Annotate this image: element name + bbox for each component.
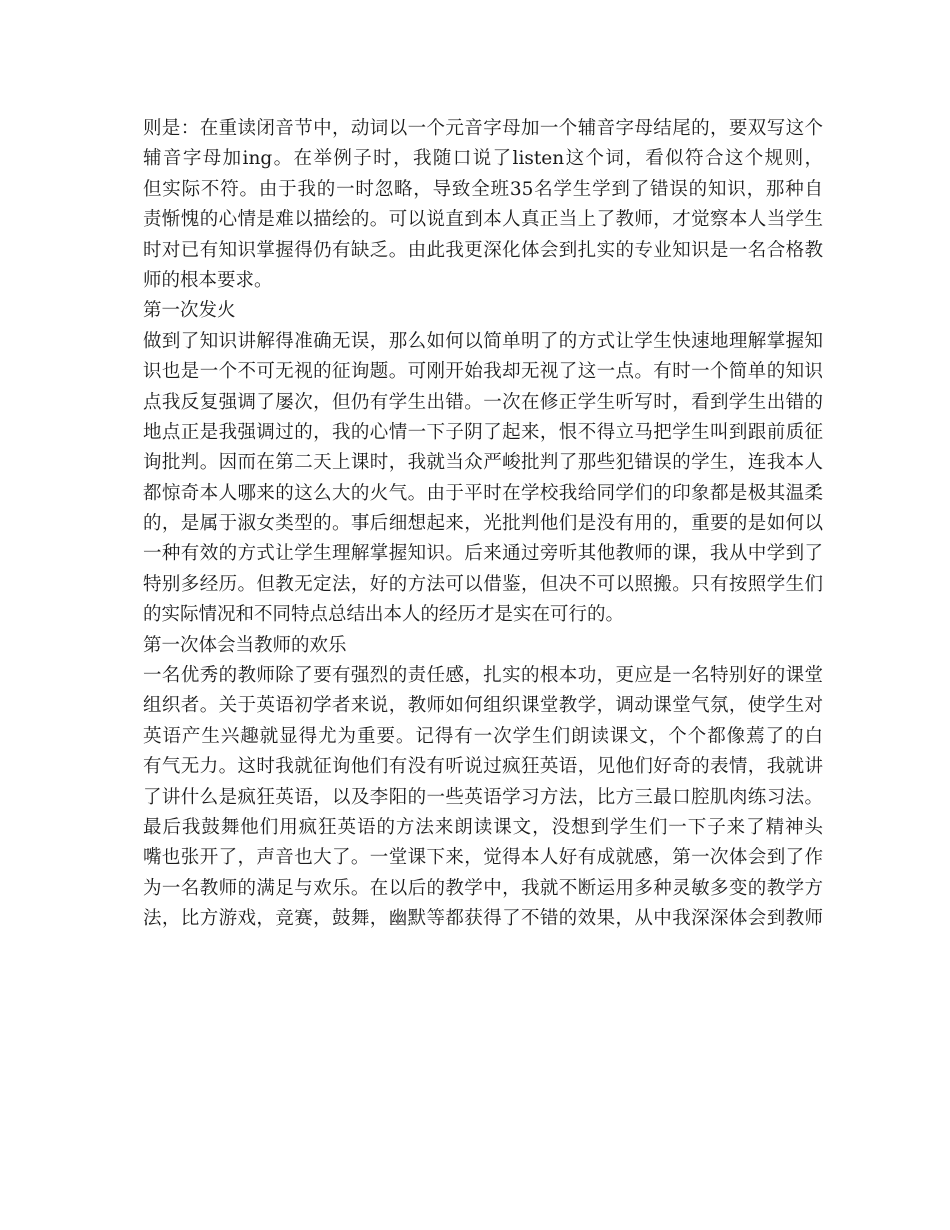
text-line: 第一次发火	[143, 300, 236, 322]
text-line: 法，比方游戏，竞赛，鼓舞，幽默等都获得了不错的效果，从中我深深体会到教师	[143, 908, 823, 930]
text-line: 一名优秀的教师除了要有强烈的责任感，扎实的根本功，更应是一名特别好的课堂	[143, 665, 823, 687]
text-line: 都惊奇本人哪来的这么大的火气。由于平时在学校我给同学们的印象都是极其温柔	[143, 482, 823, 504]
text-line: 第一次体会当教师的欢乐	[143, 634, 347, 656]
text-line: 为一名教师的满足与欢乐。在以后的教学中，我就不断运用多种灵敏多变的教学方	[143, 877, 823, 899]
text-line: 师的根本要求。	[143, 269, 273, 291]
text-line: 时对已有知识掌握得仍有缺乏。由此我更深化体会到扎实的专业知识是一名合格教	[143, 239, 823, 261]
text-line: 识也是一个不可无视的征询题。可刚开始我却无视了这一点。有时一个简单的知识	[143, 361, 823, 383]
text-line: 点我反复强调了屡次，但仍有学生出错。一次在修正学生听写时，看到学生出错的	[143, 391, 823, 413]
text-line: 的实际情况和不同特点总结出本人的经历才是实在可行的。	[143, 604, 625, 626]
text-line: 询批判。因而在第二天上课时，我就当众严峻批判了那些犯错误的学生，连我本人	[143, 452, 823, 474]
document-body	[143, 114, 823, 935]
text-line: 英语产生兴趣就显得尤为重要。记得有一次学生们朗读课文，个个都像蔫了的白	[143, 725, 823, 747]
text-line: 辅音字母加ing。在举例子时，我随口说了listen这个词，看似符合这个规则，	[143, 148, 823, 170]
text-line: 组织者。关于英语初学者来说，教师如何组织课堂教学，调动课堂气氛，使学生对	[143, 695, 823, 717]
text-line: 的，是属于淑女类型的。事后细想起来，光批判他们是没有用的，重要的是如何以	[143, 513, 823, 535]
text-line: 责惭愧的心情是难以描绘的。可以说直到本人真正当上了教师，才觉察本人当学生	[143, 209, 823, 231]
text-line: 一种有效的方式让学生理解掌握知识。后来通过旁听其他教师的课，我从中学到了	[143, 543, 823, 565]
text-line: 则是：在重读闭音节中，动词以一个元音字母加一个辅音字母结尾的，要双写这个	[143, 118, 823, 139]
text-line: 特别多经历。但教无定法，好的方法可以借鉴，但决不可以照搬。只有按照学生们	[143, 573, 823, 595]
text-line: 最后我鼓舞他们用疯狂英语的方法来朗读课文，没想到学生们一下子来了精神头	[143, 816, 823, 838]
text-line: 做到了知识讲解得准确无误，那么如何以简单明了的方式让学生快速地理解掌握知	[143, 330, 823, 352]
text-line: 地点正是我强调过的，我的心情一下子阴了起来，恨不得立马把学生叫到跟前质征	[143, 421, 823, 443]
text-line: 有气无力。这时我就征询他们有没有听说过疯狂英语，见他们好奇的表情，我就讲	[143, 756, 823, 778]
text-line: 嘴也张开了，声音也大了。一堂课下来，觉得本人好有成就感，第一次体会到了作	[143, 847, 823, 869]
text-line: 但实际不符。由于我的一时忽略，导致全班35名学生学到了错误的知识，那种自	[143, 178, 823, 200]
text-line: 了讲什么是疯狂英语，以及李阳的一些英语学习方法，比方三最口腔肌肉练习法。	[143, 786, 823, 808]
